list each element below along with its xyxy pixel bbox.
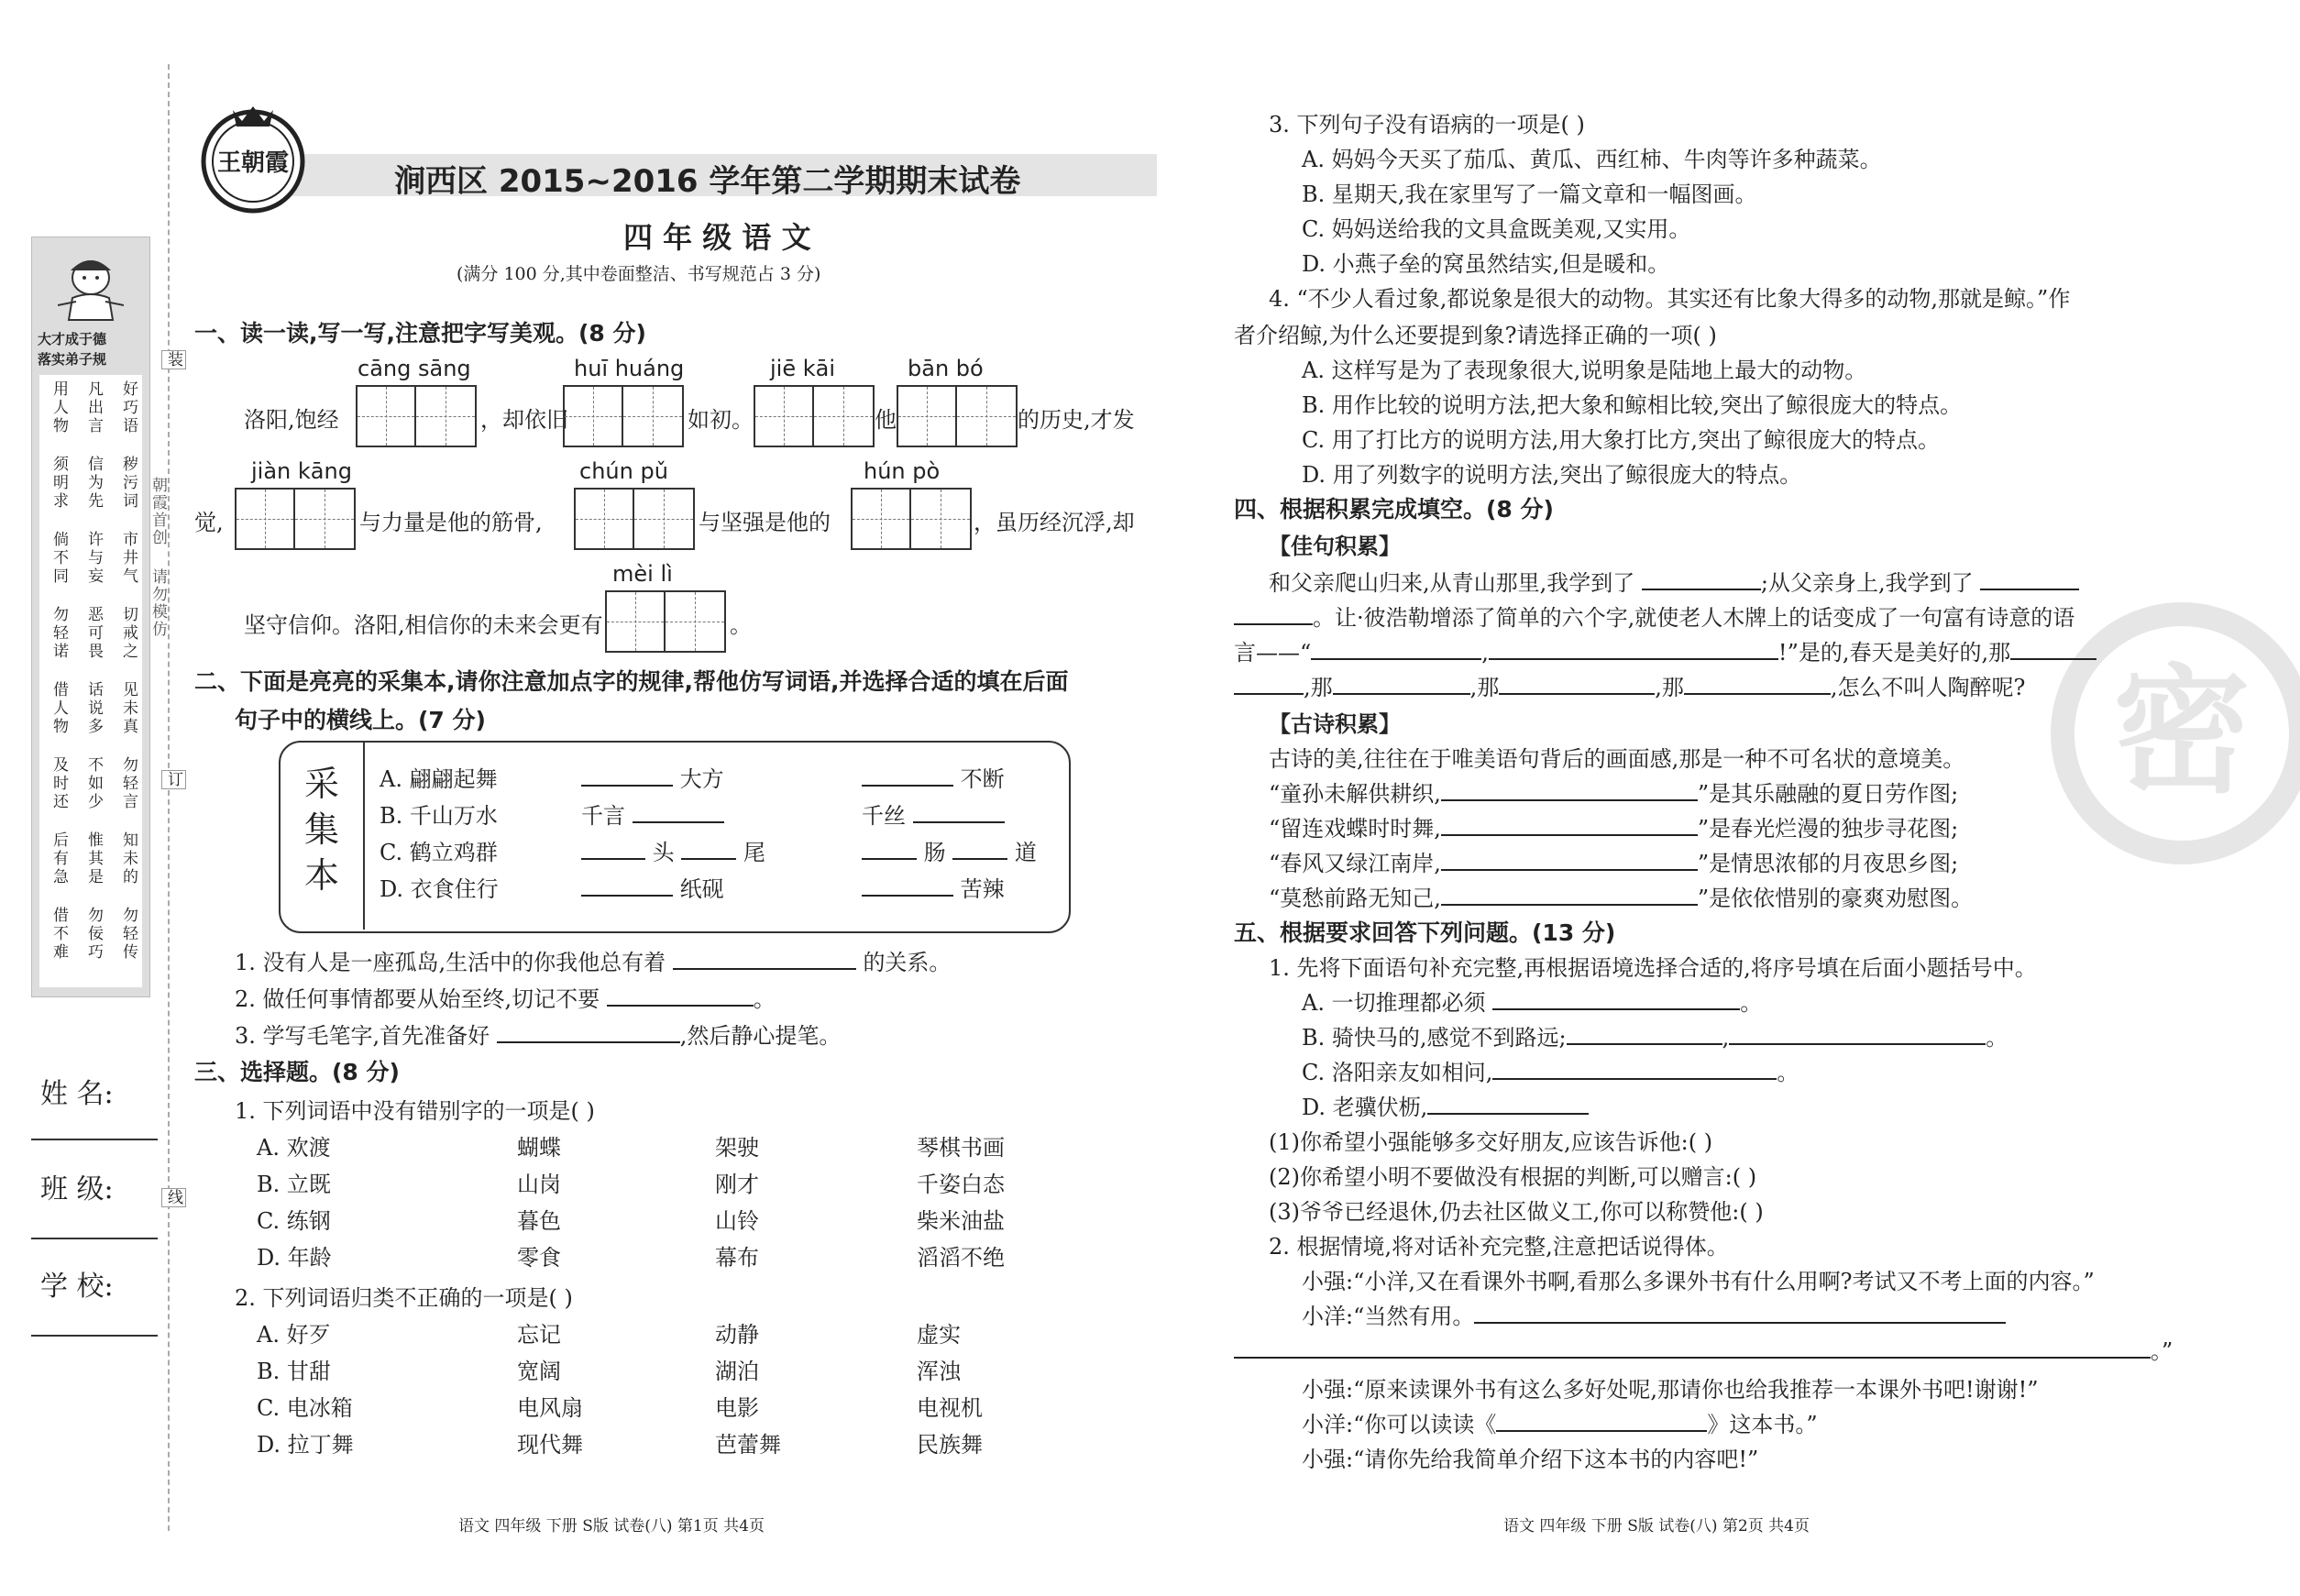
pinyin-meili: mèi lì bbox=[612, 561, 673, 587]
sidebar-proverb: 用人物 bbox=[50, 380, 68, 435]
section2-heading: 二、下面是亮亮的采集本,请你注意加点字的规律,帮他仿写词语,并选择合适的填在后面 bbox=[194, 668, 1069, 695]
sidebar-proverb: 信为先 bbox=[84, 456, 103, 511]
writing-box-huihuang[interactable] bbox=[563, 385, 684, 447]
sidebar-proverb: 凡出言 bbox=[84, 380, 103, 435]
s5-d2: 小洋:“当然有用。 bbox=[1302, 1298, 2006, 1330]
collection-box-divider bbox=[363, 741, 365, 930]
s4-p4: ,那 ,那 ,那 ,怎么不叫人陶醉呢? bbox=[1234, 669, 2025, 701]
choice-option: C. 练钢 bbox=[257, 1208, 331, 1234]
s5-sub-1: (1)你希望小强能够多交好朋友,应该告诉他:( ) bbox=[1269, 1129, 1713, 1155]
choice-option: A. 妈妈今天买了茄瓜、黄瓜、西红柿、牛肉等许多种蔬菜。 bbox=[1302, 147, 1882, 172]
name-label: 姓 名: bbox=[40, 1078, 114, 1110]
choice-option: 浑浊 bbox=[917, 1359, 961, 1384]
choice-option: 刚才 bbox=[715, 1172, 759, 1197]
choice-option: 现代舞 bbox=[517, 1432, 583, 1458]
collect-row-label: C. 鹤立鸡群 bbox=[380, 840, 498, 865]
choice-option: 琴棋书画 bbox=[917, 1135, 1005, 1161]
s1-row2-text-b: 与力量是他的筋骨, bbox=[359, 510, 543, 535]
subject-title: 四 年 级 语 文 bbox=[623, 220, 811, 255]
svg-text:王朝霞: 王朝霞 bbox=[216, 149, 290, 177]
s3-q3: 3. 下列句子没有语病的一项是( ) bbox=[1269, 112, 1585, 138]
section1-heading: 一、读一读,写一写,注意把字写美观。(8 分) bbox=[194, 320, 646, 347]
choice-option: 山铃 bbox=[715, 1208, 759, 1234]
choice-option: 忘记 bbox=[517, 1322, 561, 1348]
school-line[interactable] bbox=[31, 1335, 158, 1337]
sidebar-proverb: 秽污词 bbox=[119, 456, 138, 511]
side-label-qingwu: 请勿模仿 bbox=[149, 568, 167, 638]
choice-option: 电风扇 bbox=[517, 1395, 583, 1421]
sidebar-proverb: 勿轻诺 bbox=[50, 606, 68, 661]
choice-option: B. 立既 bbox=[257, 1172, 331, 1197]
collect-row-fill-c: 千丝 bbox=[862, 798, 1005, 830]
section3-heading: 三、选择题。(8 分) bbox=[194, 1059, 400, 1085]
choice-option: D. 拉丁舞 bbox=[257, 1432, 354, 1458]
sidebar-proverb: 勿轻传 bbox=[119, 907, 138, 962]
choice-option: 电视机 bbox=[917, 1395, 983, 1421]
section5-heading: 五、根据要求回答下列问题。(13 分) bbox=[1234, 919, 1616, 946]
pinyin-huihuang: huī huáng bbox=[574, 356, 685, 381]
sidebar-proverb: 及时还 bbox=[50, 756, 68, 811]
collect-row-fill-c: 苦辣 bbox=[862, 871, 1005, 903]
choice-option: 幕布 bbox=[715, 1245, 759, 1271]
choice-option: 电影 bbox=[715, 1395, 759, 1421]
s1-row2-text-c: 与坚强是他的 bbox=[699, 510, 831, 535]
s2-q2: 2. 做任何事情都要从始至终,切记不要 。 bbox=[235, 981, 776, 1013]
s4-poem-intro: 古诗的美,往往在于唯美语句背后的画面感,那是一种不可名状的意境美。 bbox=[1269, 746, 1965, 772]
s5-d3: 小强:“原来读课外书有这么多好处呢,那请你也给我推荐一本课外书吧!谢谢!” bbox=[1302, 1377, 2039, 1403]
sidebar-proverb: 惟其是 bbox=[84, 831, 103, 886]
s3-q2: 2. 下列词语归类不正确的一项是( ) bbox=[235, 1285, 573, 1311]
sidebar-proverb: 好巧语 bbox=[119, 380, 138, 435]
sidebar-proverb: 借不难 bbox=[50, 907, 68, 962]
s1-row1-text-c: 如初。 bbox=[688, 407, 754, 433]
collection-box-title: 采集本 bbox=[304, 764, 340, 896]
writing-box-meili[interactable] bbox=[605, 590, 726, 653]
s1-row1-text-d: 他 bbox=[875, 407, 897, 433]
section4-heading: 四、根据积累完成填空。(8 分) bbox=[1234, 496, 1554, 523]
writing-box-chunpu[interactable] bbox=[574, 488, 695, 550]
s2-q1: 1. 没有人是一座孤岛,生活中的你我他总有着 的关系。 bbox=[235, 944, 951, 976]
choice-option: A. 好歹 bbox=[257, 1322, 331, 1348]
s5-q2: 2. 根据情境,将对话补充完整,注意把话说得体。 bbox=[1269, 1234, 1729, 1260]
choice-option: A. 欢渡 bbox=[257, 1135, 331, 1161]
exam-title: 涧西区 2015~2016 学年第二学期期末试卷 bbox=[394, 163, 1021, 200]
choice-option: D. 小燕子垒的窝虽然结实,但是暖和。 bbox=[1302, 251, 1670, 277]
sidebar-proverb: 许与妄 bbox=[84, 531, 103, 586]
choice-option: 宽阔 bbox=[517, 1359, 561, 1384]
s3-q4: 4. “不少人看过象,都说象是很大的动物。其实还有比象大得多的动物,那就是鲸。”作 bbox=[1269, 286, 2071, 312]
sidebar-proverb: 知未的 bbox=[119, 831, 138, 886]
s5-d5: 小强:“请你先给我简单介绍下这本书的内容吧!” bbox=[1302, 1447, 1759, 1472]
s4-sub2: 【古诗积累】 bbox=[1269, 711, 1401, 737]
pinyin-banbo: bān bó bbox=[908, 356, 984, 381]
logo-seal bbox=[196, 101, 310, 215]
choice-option: B. 甘甜 bbox=[257, 1359, 331, 1384]
collect-row-label: B. 千山万水 bbox=[380, 803, 498, 829]
choice-option: 民族舞 bbox=[917, 1432, 983, 1458]
class-label: 班 级: bbox=[40, 1173, 114, 1205]
s5-q1: 1. 先将下面语句补充完整,再根据语境选择合适的,将序号填在后面小题括号中。 bbox=[1269, 955, 2037, 981]
s1-row1-text-a: 洛阳,饱经 bbox=[244, 407, 339, 433]
section2-heading-2: 句子中的横线上。(7 分) bbox=[235, 707, 486, 733]
sidebar-motto-2: 落实弟子规 bbox=[38, 351, 107, 368]
s1-row2-text-d: ，虽历经沉浮,却 bbox=[974, 510, 1135, 535]
school-label: 学 校: bbox=[40, 1271, 114, 1303]
sidebar-motto-1: 大才成于德 bbox=[38, 331, 107, 347]
sidebar-proverb: 话说多 bbox=[84, 681, 103, 736]
score-note: (满分 100 分,其中卷面整洁、书写规范占 3 分) bbox=[457, 264, 821, 284]
sidebar-proverbs bbox=[39, 375, 142, 987]
choice-option: 暮色 bbox=[517, 1208, 561, 1234]
s5-d2-cont: 。” bbox=[1234, 1333, 2173, 1365]
sidebar-proverb: 切戒之 bbox=[119, 606, 138, 661]
choice-option: 湖泊 bbox=[715, 1359, 759, 1384]
poem-line: “留连戏蝶时时舞, ”是春光烂漫的独步寻花图; bbox=[1269, 810, 1958, 842]
choice-option: 虚实 bbox=[917, 1322, 961, 1348]
sidebar-panel bbox=[31, 237, 150, 997]
s5-opt-c: C. 洛阳亲友如相问, 。 bbox=[1302, 1054, 1799, 1086]
choice-option: D. 用了列数字的说明方法,突出了鲸很庞大的特点。 bbox=[1302, 462, 1802, 488]
s2-q3: 3. 学写毛笔字,首先准备好 ,然后静心提笔。 bbox=[235, 1018, 841, 1050]
side-label-ding: 订 bbox=[161, 770, 186, 789]
s3-q1: 1. 下列词语中没有错别字的一项是( ) bbox=[235, 1098, 595, 1124]
choice-option: 芭蕾舞 bbox=[715, 1432, 781, 1458]
side-label-xian: 线 bbox=[161, 1188, 186, 1207]
side-label-zhuang: 装 bbox=[161, 350, 186, 369]
sidebar-proverb: 后有急 bbox=[50, 831, 68, 886]
s1-row1-text-e: 的历史,才发 bbox=[1018, 407, 1135, 433]
s4-p2: 。让·彼浩勒增添了简单的六个字,就使老人木牌上的话变成了一句富有诗意的语 bbox=[1234, 600, 2074, 632]
collect-row-fill-c: 肠 道 bbox=[862, 834, 1037, 866]
choice-option: 零食 bbox=[517, 1245, 561, 1271]
choice-option: 柴米油盐 bbox=[917, 1208, 1005, 1234]
pinyin-hunpo: hún pò bbox=[864, 458, 941, 484]
choice-option: 千姿白态 bbox=[917, 1172, 1005, 1197]
s5-opt-b: B. 骑快马的,感觉不到路远; , 。 bbox=[1302, 1019, 2008, 1051]
s5-sub-3: (3)爷爷已经退休,仍去社区做义工,你可以称赞他:( ) bbox=[1269, 1199, 1764, 1225]
pinyin-chunpu: chún pǔ bbox=[579, 458, 668, 484]
poem-line: “春风又绿江南岸, ”是情思浓郁的月夜思乡图; bbox=[1269, 845, 1958, 877]
s1-row1-text-b: ，却依旧 bbox=[480, 407, 568, 433]
collect-row-fill-b: 大方 bbox=[581, 761, 724, 793]
pinyin-jiankang: jiàn kāng bbox=[251, 458, 352, 484]
footer-right: 语文 四年级 下册 S版 试卷(八) 第2页 共4页 bbox=[1503, 1517, 1810, 1535]
footer-left: 语文 四年级 下册 S版 试卷(八) 第1页 共4页 bbox=[458, 1517, 765, 1535]
sidebar-proverb: 不如少 bbox=[84, 756, 103, 811]
collect-row-fill-c: 不断 bbox=[862, 761, 1005, 793]
s5-sub-2: (2)你希望小明不要做没有根据的判断,可以赠言:( ) bbox=[1269, 1164, 1757, 1190]
sidebar-proverb: 见未真 bbox=[119, 681, 138, 736]
choice-option: 山岗 bbox=[517, 1172, 561, 1197]
class-line[interactable] bbox=[31, 1238, 158, 1239]
choice-option: C. 用了打比方的说明方法,用大象打比方,突出了鲸很庞大的特点。 bbox=[1302, 427, 1941, 453]
choice-option: C. 妈妈送给我的文具盒既美观,又实用。 bbox=[1302, 216, 1691, 242]
s1-row3-text-b: 。 bbox=[730, 612, 752, 638]
s3-q4b: 者介绍鲸,为什么还要提到象?请选择正确的一项( ) bbox=[1234, 323, 1717, 348]
sidebar-proverb: 须明求 bbox=[50, 456, 68, 511]
binding-dashed-line bbox=[168, 64, 170, 1531]
collect-row-fill-b: 千言 bbox=[581, 798, 724, 830]
sidebar-proverb: 恶可畏 bbox=[84, 606, 103, 661]
choice-option: B. 星期天,我在家里写了一篇文章和一幅图画。 bbox=[1302, 182, 1757, 207]
s1-row3-text-a: 坚守信仰。洛阳,相信你的未来会更有 bbox=[244, 612, 603, 638]
collect-row-label: A. 翩翩起舞 bbox=[380, 766, 498, 792]
choice-option: B. 用作比较的说明方法,把大象和鲸相比较,突出了鲸很庞大的特点。 bbox=[1302, 392, 1963, 418]
collect-row-label: D. 衣食住行 bbox=[380, 876, 499, 902]
poem-line: “童孙未解供耕织, ”是其乐融融的夏日劳作图; bbox=[1269, 776, 1958, 808]
choice-option: D. 年龄 bbox=[257, 1245, 332, 1271]
choice-option: 蝴蝶 bbox=[517, 1135, 561, 1161]
sidebar-proverb: 勿佞巧 bbox=[84, 907, 103, 962]
sidebar-proverb: 借人物 bbox=[50, 681, 68, 736]
sidebar-proverb: 市井气 bbox=[119, 531, 138, 586]
sidebar-proverb: 勿轻言 bbox=[119, 756, 138, 811]
writing-box-jiekai[interactable] bbox=[754, 385, 875, 447]
svg-text:密: 密 bbox=[2112, 653, 2251, 812]
writing-box-hunpo[interactable] bbox=[851, 488, 972, 550]
writing-box-cangsang[interactable] bbox=[356, 385, 477, 447]
sidebar-proverb: 倘不同 bbox=[50, 531, 68, 586]
poem-line: “莫愁前路无知己, ”是依依惜别的豪爽劝慰图。 bbox=[1269, 880, 1973, 912]
s5-d1: 小强:“小洋,又在看课外书啊,看那么多课外书有什么用啊?考试又不考上面的内容。” bbox=[1302, 1269, 2095, 1294]
s5-d4: 小洋:“你可以读读《 》这本书。” bbox=[1302, 1406, 1818, 1438]
writing-box-banbo[interactable] bbox=[897, 385, 1018, 447]
pinyin-cangsang: cāng sāng bbox=[358, 356, 471, 381]
choice-option: 滔滔不绝 bbox=[917, 1245, 1005, 1271]
s4-sub1: 【佳句积累】 bbox=[1269, 534, 1401, 559]
s1-row2-text-a: 觉, bbox=[194, 510, 224, 535]
side-label-zhaoxia: 朝霞首创 bbox=[149, 477, 167, 546]
choice-option: A. 这样写是为了表现象很大,说明象是陆地上最大的动物。 bbox=[1302, 358, 1867, 383]
s5-opt-d: D. 老骥伏枥, bbox=[1302, 1089, 1589, 1121]
name-line[interactable] bbox=[31, 1139, 158, 1140]
s4-p3: 言——“ , !”是的,春天是美好的,那 bbox=[1234, 634, 2096, 666]
collect-row-fill-b: 纸砚 bbox=[581, 871, 724, 903]
writing-box-jiankang[interactable] bbox=[235, 488, 356, 550]
pinyin-jiekai: jiē kāi bbox=[770, 356, 836, 381]
s5-opt-a: A. 一切推理都必须 。 bbox=[1302, 985, 1762, 1017]
choice-option: 架驶 bbox=[715, 1135, 759, 1161]
choice-option: C. 电冰箱 bbox=[257, 1395, 353, 1421]
s4-p1: 和父亲爬山归来,从青山那里,我学到了 ;从父亲身上,我学到了 bbox=[1269, 565, 2079, 597]
choice-option: 动静 bbox=[715, 1322, 759, 1348]
collect-row-fill-b: 头 尾 bbox=[581, 834, 765, 866]
mascot-icon bbox=[58, 250, 124, 322]
